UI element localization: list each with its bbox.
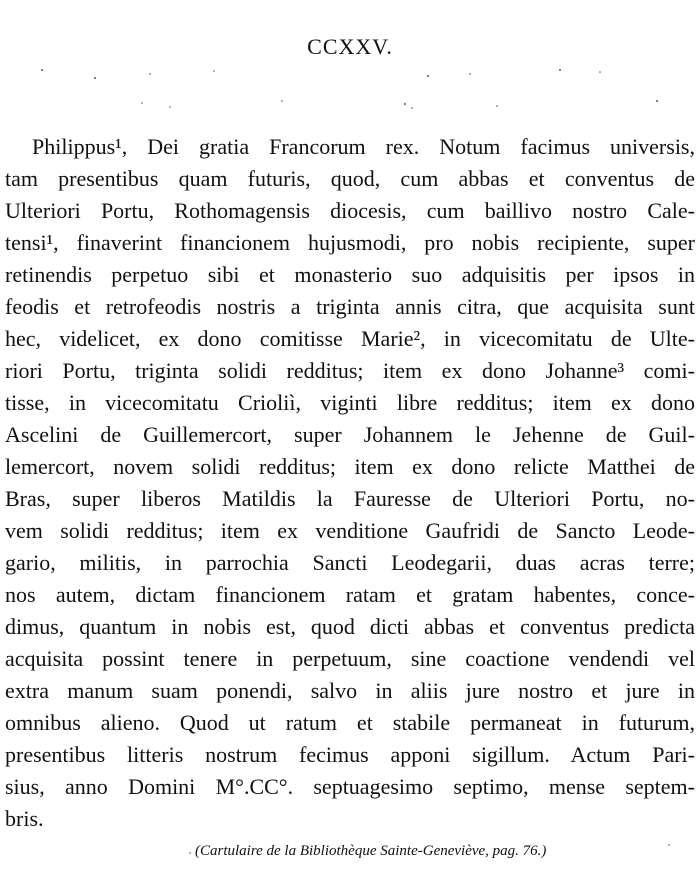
text-line: lemercort, novem solidi redditus; item ex dono relicte Matthei de <box>5 454 695 479</box>
text-line: bris. <box>5 806 44 831</box>
text-line: Bras, super liberos Matildis la Fauresse de Ulteriori Portu, no- <box>5 486 695 511</box>
text-line: hec, videlicet, ex dono comitisse Marie², in vicecomitatu de Ulte- <box>5 326 695 351</box>
text-line: presentibus litteris nostrum fecimus apponi sigillum. Actum Pari- <box>5 742 695 767</box>
text-line: dimus, quantum in nobis est, quod dicti abbas et conventus predicta <box>5 614 695 639</box>
text-line: Ulteriori Portu, Rothomagensis diocesis, cum baillivo nostro Cale- <box>5 198 695 223</box>
text-line: Philippus¹, Dei gratia Francorum rex. Notum facimus universis, <box>32 134 695 159</box>
text-line: gario, militis, in parrochia Sancti Leodegarii, duas acras terre; <box>5 550 695 575</box>
text-line: tensi¹, finaverint financionem hujusmodi, pro nobis recipiente, super <box>5 230 695 255</box>
text-line: acquisita possint tenere in perpetuum, sine coactione vendendi vel <box>5 646 695 671</box>
text-line: riori Portu, triginta solidi redditus; item ex dono Johanne³ comi- <box>5 358 695 383</box>
text-line: tisse, in vicecomitatu Crioliì, viginti libre redditus; item ex dono <box>5 390 695 415</box>
text-line: Ascelini de Guillemercort, super Johannem le Jehenne de Guil- <box>5 422 695 447</box>
source-citation: (Cartulaire de la Bibliothèque Sainte-Geneviève, pag. 76.) <box>195 843 547 859</box>
text-line: nos autem, dictam financionem ratam et gratam habentes, conce- <box>5 582 695 607</box>
text-line: retinendis perpetuo sibi et monasterio suo adquisitis per ipsos in <box>5 262 695 287</box>
text-line: extra manum suam ponendi, salvo in aliis jure nostro et jure in <box>5 678 695 703</box>
text-line: sius, anno Domini M°.CC°. septuagesimo septimo, mense septem- <box>5 774 695 799</box>
text-line: tam presentibus quam futuris, quod, cum abbas et conventus de <box>5 166 695 191</box>
text-line: vem solidi redditus; item ex venditione Gaufridi de Sancto Leode- <box>5 518 695 543</box>
text-line: feodis et retrofeodis nostris a triginta annis citra, que acquisita sunt <box>5 294 695 319</box>
text-line: omnibus alieno. Quod ut ratum et stabile permaneat in futurum, <box>5 710 695 735</box>
document-number-heading: CCXXV. <box>307 34 393 59</box>
